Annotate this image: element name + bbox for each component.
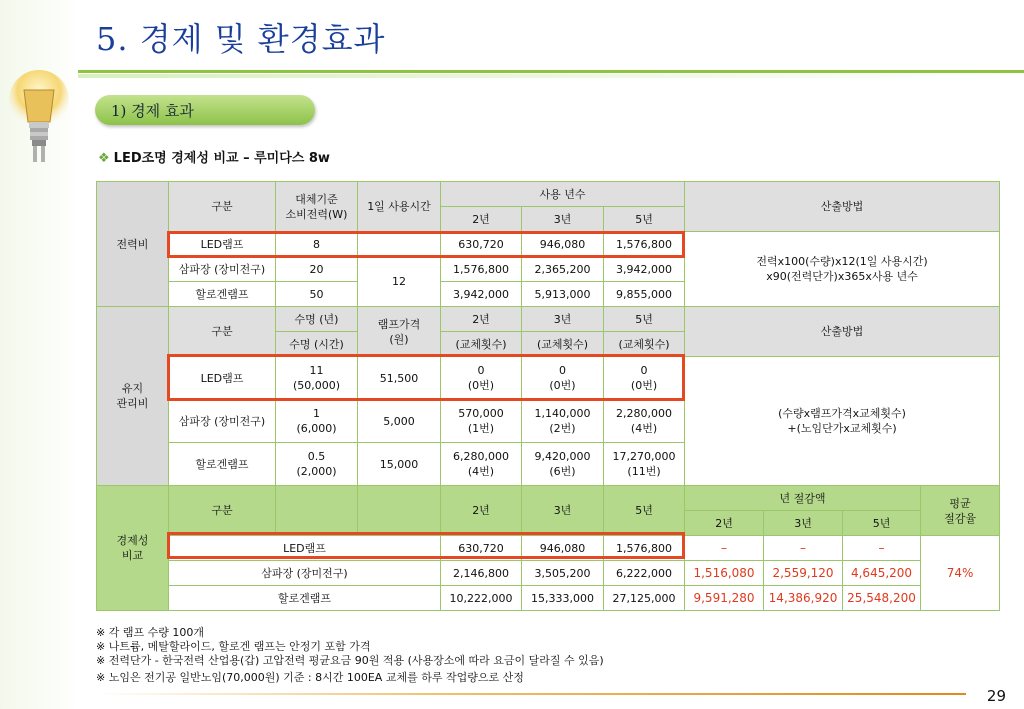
value-cell: 0 (0번) xyxy=(441,357,522,400)
economy-table xyxy=(96,181,1000,611)
value-cell: 6,280,000 (4번) xyxy=(441,443,522,486)
value-cell: 1,576,800 xyxy=(604,232,685,257)
left-decoration xyxy=(0,0,78,709)
value-cell: 15,333,000 xyxy=(522,586,604,611)
econ-row-tri xyxy=(97,561,1000,586)
power-row-led xyxy=(97,232,1000,257)
maint-col-price: 램프가격 (원) xyxy=(358,307,441,357)
savings-cell: 1,516,080 xyxy=(685,561,764,586)
value-cell: 946,080 xyxy=(522,536,604,561)
maint-col-type: 구분 xyxy=(169,307,276,357)
econ-header-row xyxy=(97,486,1000,511)
value-cell: 5,913,000 xyxy=(522,282,604,307)
footnote: ※ 나트륨, 메탈할라이드, 할로겐 램프는 안정기 포함 가격 xyxy=(96,640,371,653)
value-cell: 946,080 xyxy=(522,232,604,257)
subheading-text: LED조명 경제성 비교 – 루미다스 8w xyxy=(113,151,330,166)
value-cell: 17,270,000 (11번) xyxy=(604,443,685,486)
life-cell: 1 (6,000) xyxy=(276,400,358,443)
maint-swap-3: (교체횟수) xyxy=(522,332,604,357)
row-name: 삼파장 (장미전구) xyxy=(169,257,276,282)
value-cell: 27,125,000 xyxy=(604,586,685,611)
footnote: ※ 노임은 전기공 일반노임(70,000원) 기준 : 8시간 100EA 교체를 하루 작업량으로 산정 xyxy=(96,671,524,684)
life-cell: 11 (50,000) xyxy=(276,357,358,400)
value-cell: 6,222,000 xyxy=(604,561,685,586)
econ-save-year-2: 2년 xyxy=(685,511,764,536)
econ-year-2: 2년 xyxy=(441,486,522,536)
footnote: ※ 각 램프 수량 100개 xyxy=(96,626,204,639)
section-label-text: 1) 경제 효과 xyxy=(111,102,194,120)
savings-cell: 14,386,920 xyxy=(764,586,843,611)
price-cell: 51,500 xyxy=(358,357,441,400)
avg-rate-cell: 74% xyxy=(921,536,1000,611)
row-name: 삼파장 (장미전구) xyxy=(169,400,276,443)
value-cell: 630,720 xyxy=(441,536,522,561)
maint-method-text: (수량x램프가격x교체횟수) +(노임단가x교체횟수) xyxy=(685,357,1000,486)
power-group-label: 전력비 xyxy=(97,182,169,307)
value-cell: 3,942,000 xyxy=(441,282,522,307)
value-cell: 2,365,200 xyxy=(522,257,604,282)
footnotes xyxy=(96,626,604,685)
econ-blank-2 xyxy=(358,486,441,536)
value-cell: 0 (0번) xyxy=(522,357,604,400)
econ-row-led xyxy=(97,536,1000,561)
maint-header-row xyxy=(97,307,1000,332)
maint-year-3: 3년 xyxy=(522,307,604,332)
watt-cell: 8 xyxy=(276,232,358,257)
section-label xyxy=(95,95,315,125)
footer-line xyxy=(96,693,966,695)
hours-cell xyxy=(358,232,441,257)
subheading xyxy=(98,147,330,166)
hours-cell: 12 xyxy=(358,257,441,307)
value-cell: 1,140,000 (2번) xyxy=(522,400,604,443)
power-year-3: 3년 xyxy=(522,207,604,232)
value-cell: 570,000 (1번) xyxy=(441,400,522,443)
value-cell: 9,855,000 xyxy=(604,282,685,307)
power-year-2: 2년 xyxy=(441,207,522,232)
row-name: LED램프 xyxy=(169,357,276,400)
page-title: 5. 경제 및 환경효과 xyxy=(96,20,386,58)
maint-col-life-hours: 수명 (시간) xyxy=(276,332,358,357)
value-cell: 9,420,000 (6번) xyxy=(522,443,604,486)
maint-swap-5: (교체횟수) xyxy=(604,332,685,357)
value-cell: 3,942,000 xyxy=(604,257,685,282)
econ-avg-header: 평균 절감율 xyxy=(921,486,1000,536)
econ-year-3: 3년 xyxy=(522,486,604,536)
savings-cell: – xyxy=(843,536,921,561)
power-year-5: 5년 xyxy=(604,207,685,232)
econ-save-year-3: 3년 xyxy=(764,511,843,536)
econ-save-year-5: 5년 xyxy=(843,511,921,536)
savings-cell: – xyxy=(685,536,764,561)
row-name: 삼파장 (장미전구) xyxy=(169,561,441,586)
power-method-text: 전력x100(수량)x12(1일 사용시간) x90(전력단가)x365x사용 년수 xyxy=(685,232,1000,307)
power-col-hours: 1일 사용시간 xyxy=(358,182,441,232)
savings-cell: 4,645,200 xyxy=(843,561,921,586)
row-name: 할로겐램프 xyxy=(169,282,276,307)
maint-year-5: 5년 xyxy=(604,307,685,332)
econ-group-label: 경제성 비교 xyxy=(97,486,169,611)
power-col-method: 산출방법 xyxy=(685,182,1000,232)
price-cell: 5,000 xyxy=(358,400,441,443)
life-cell: 0.5 (2,000) xyxy=(276,443,358,486)
diamond-bullet-icon: ❖ xyxy=(98,151,110,166)
maint-row-led xyxy=(97,357,1000,400)
maint-year-2: 2년 xyxy=(441,307,522,332)
power-col-years: 사용 년수 xyxy=(441,182,685,207)
row-name: 할로겐램프 xyxy=(169,586,441,611)
led-lamp-icon xyxy=(8,70,70,180)
footnote: ※ 전력단가 - 한국전력 산업용(갑) 고압전력 평균요금 90원 적용 (사용장소에 따라 요금이 달라질 수 있음) xyxy=(96,654,604,667)
econ-col-type: 구분 xyxy=(169,486,276,536)
row-name: LED램프 xyxy=(169,536,441,561)
econ-year-5: 5년 xyxy=(604,486,685,536)
econ-blank-1 xyxy=(276,486,358,536)
value-cell: 3,505,200 xyxy=(522,561,604,586)
value-cell: 1,576,800 xyxy=(441,257,522,282)
page-number: 29 xyxy=(986,687,1006,705)
savings-cell: 9,591,280 xyxy=(685,586,764,611)
row-name: 할로겐램프 xyxy=(169,443,276,486)
value-cell: 0 (0번) xyxy=(604,357,685,400)
power-header-row xyxy=(97,182,1000,207)
savings-cell: 25,548,200 xyxy=(843,586,921,611)
savings-cell: 2,559,120 xyxy=(764,561,843,586)
econ-savings-header: 년 절감액 xyxy=(685,486,921,511)
maint-swap-2: (교체횟수) xyxy=(441,332,522,357)
power-col-type: 구분 xyxy=(169,182,276,232)
value-cell: 2,146,800 xyxy=(441,561,522,586)
value-cell: 630,720 xyxy=(441,232,522,257)
value-cell: 10,222,000 xyxy=(441,586,522,611)
value-cell: 1,576,800 xyxy=(604,536,685,561)
watt-cell: 20 xyxy=(276,257,358,282)
price-cell: 15,000 xyxy=(358,443,441,486)
power-col-watt: 대체기준 소비전력(W) xyxy=(276,182,358,232)
maint-col-life-years: 수명 (년) xyxy=(276,307,358,332)
econ-row-halogen xyxy=(97,586,1000,611)
watt-cell: 50 xyxy=(276,282,358,307)
row-name: LED램프 xyxy=(169,232,276,257)
maint-col-method: 산출방법 xyxy=(685,307,1000,357)
maint-group-label: 유지 관리비 xyxy=(97,307,169,486)
savings-cell: – xyxy=(764,536,843,561)
value-cell: 2,280,000 (4번) xyxy=(604,400,685,443)
